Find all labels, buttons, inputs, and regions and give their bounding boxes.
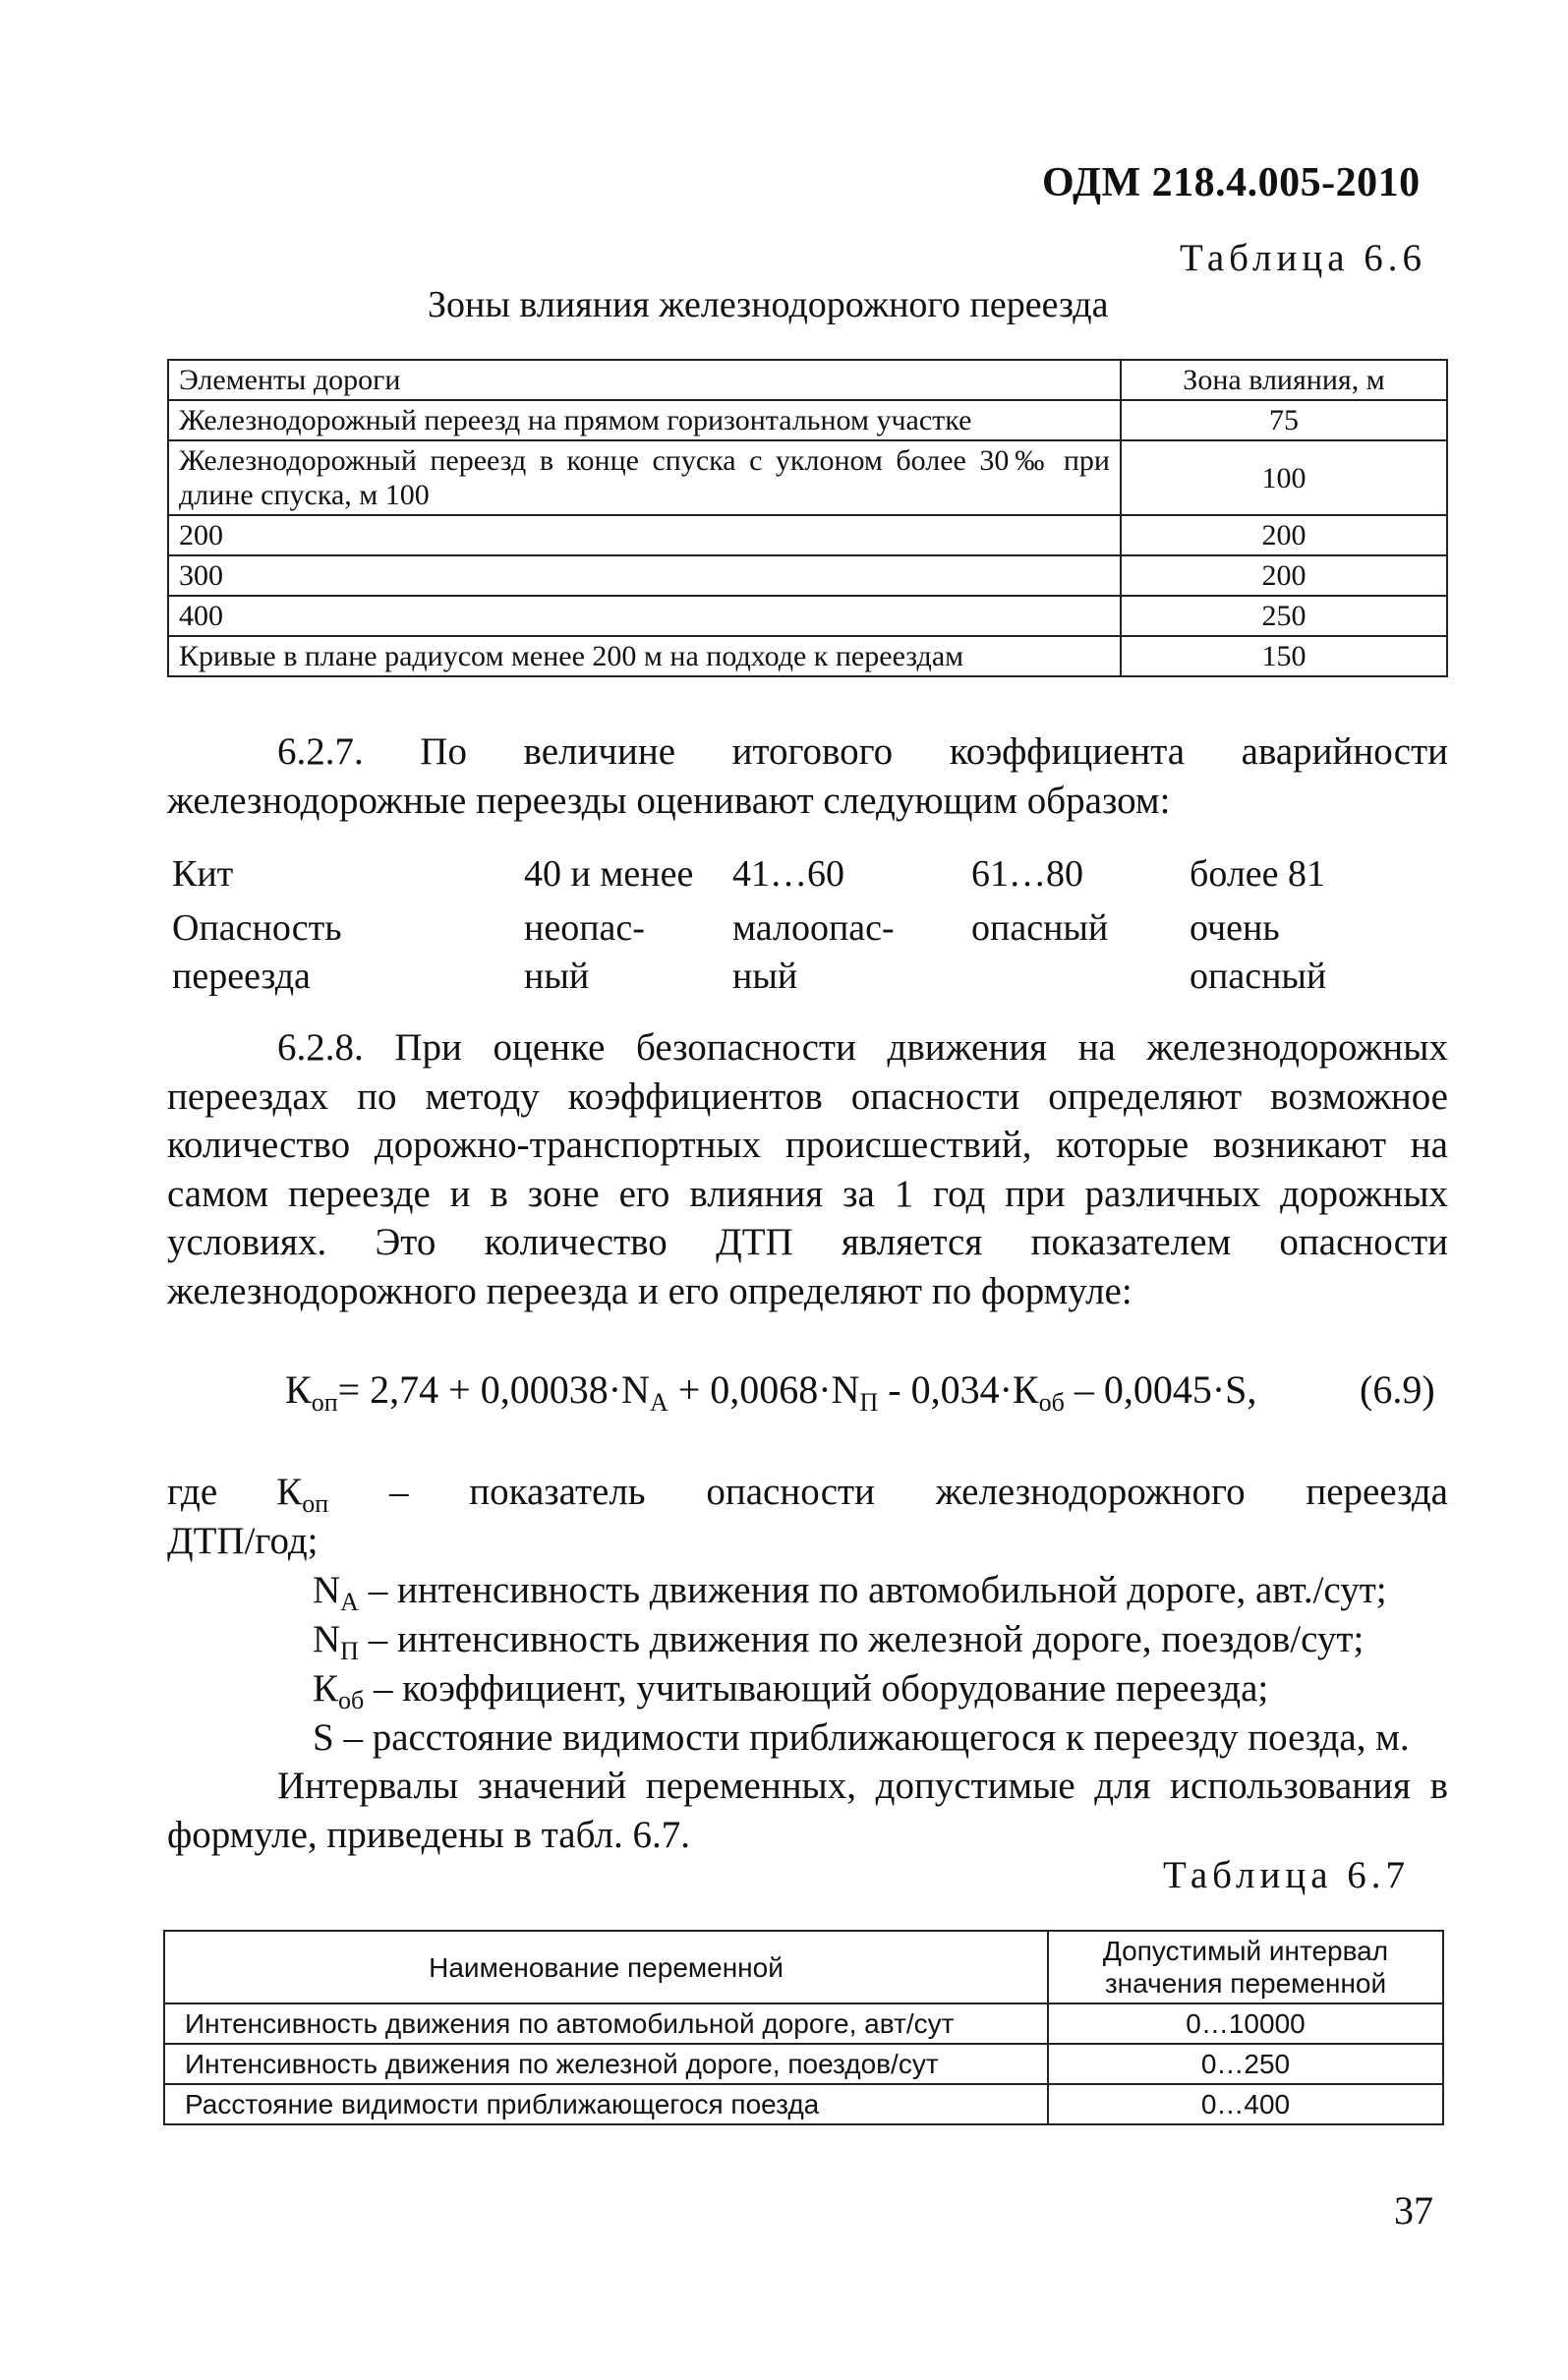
danger-label-line1: Опасность [172, 907, 342, 949]
definition-k-op-cont: ДТП/год; [167, 1520, 319, 1562]
level-2-line1: малоопас- [732, 907, 895, 949]
table-row [168, 515, 1447, 555]
formula-term-2-sub: П [859, 1388, 879, 1417]
table-cell: 150 [1121, 636, 1447, 676]
header-cell-variable: Наименование переменной [164, 1931, 1048, 2003]
definition-k-op [167, 1468, 1448, 1529]
k-op-text: – показатель опасности железнодорожного переезда [328, 1471, 1448, 1513]
header-cell-interval: Допустимый интервал значения переменной [1048, 1931, 1443, 2003]
level-2-line2: ный [732, 956, 798, 997]
formula-term-2: + 0,0068·N [668, 1367, 860, 1412]
table-cell: 400 [168, 596, 1121, 636]
table-cell: 100 [1121, 440, 1447, 515]
table-row [168, 555, 1447, 596]
table-cell: 0…400 [1048, 2084, 1443, 2124]
formula-lhs: К [285, 1367, 312, 1412]
level-1-line2: ный [524, 956, 590, 997]
influence-zones-table [167, 359, 1448, 677]
table-cell: Расстояние видимости приближающегося поезда [164, 2084, 1048, 2124]
formula-term-1-sub: А [649, 1388, 668, 1417]
formula-term-3: - 0,034·К [878, 1367, 1039, 1412]
table-row [164, 2044, 1443, 2084]
level-4-line2: опасный [1190, 956, 1327, 997]
definition-s: S – расстояние видимости приближающегося к переезду поезда, м. [313, 1716, 1410, 1759]
range-3: 61…80 [971, 853, 1083, 895]
range-1: 40 и менее [524, 853, 694, 895]
variable-intervals-table [163, 1930, 1444, 2125]
section-6-2-7-text: 6.2.7. По величине итогового коэффициента аварийности железнодорожные переезды оценивают следующим образом: [167, 730, 1448, 822]
where-word: где [167, 1471, 218, 1513]
header-cell-elements: Элементы дороги [168, 360, 1121, 400]
table-cell: 75 [1121, 400, 1447, 440]
k-op-symbol: К [276, 1471, 303, 1513]
range-2: 41…60 [732, 853, 844, 895]
range-4: более 81 [1190, 853, 1326, 895]
np-text: – интенсивность движения по железной дороге, поездов/сут; [358, 1618, 1365, 1660]
table-cell: Интенсивность движения по железной дороге, поездов/сут [164, 2044, 1048, 2084]
k-it-label: Кит [172, 853, 234, 895]
table-header-row [168, 360, 1447, 400]
np-sub: П [340, 1637, 359, 1665]
table-cell: Интенсивность движения по автомобильной дороге, авт/сут [164, 2003, 1048, 2044]
section-6-2-8-text: 6.2.8. При оценке безопасности движения на железнодорожных переездах по методу коэффициентов опасности определяют возможное количество дорожно-транспортных происшествий, которые возникают на самом переезде и в зоне его влияния за 1 год при различных дорожных условиях. Это количество ДТП является показателем опасности железнодорожного переезда и его определяют по формуле: [167, 1026, 1448, 1312]
page-number: 37 [1394, 2188, 1433, 2233]
formula-term-4: – 0,0045·S, [1064, 1367, 1257, 1412]
table-cell: 200 [1121, 555, 1447, 596]
formula-term-3-sub: об [1038, 1388, 1065, 1417]
header-cell-zone: Зона влияния, м [1121, 360, 1447, 400]
formula-lhs-sub: оп [311, 1388, 338, 1417]
table-cell: 0…250 [1048, 2044, 1443, 2084]
k-op-sub: оп [302, 1489, 329, 1518]
table-row [164, 2084, 1443, 2124]
table-cell: Железнодорожный переезд на прямом горизонтальном участке [168, 400, 1121, 440]
na-text: – интенсивность движения по автомобильной дороге, авт./сут; [358, 1569, 1387, 1611]
intervals-paragraph: Интервалы значений переменных, допустимые для использования в формуле, приведены в табл. 6.7. [167, 1765, 1448, 1856]
table-cell: 0…10000 [1048, 2003, 1443, 2044]
table-cell: Кривые в плане радиусом менее 200 м на подходе к переездам [168, 636, 1121, 676]
table-cell: 200 [1121, 515, 1447, 555]
np-symbol: N [313, 1618, 341, 1660]
table-row [168, 400, 1447, 440]
table-cell: Железнодорожный переезд в конце спуска с уклоном более 30‰ при длине спуска, м 100 [168, 440, 1121, 515]
table2-label: Таблица 6.7 [1163, 1854, 1411, 1896]
level-1-line1: неопас- [524, 907, 645, 949]
k-ob-symbol: К [313, 1667, 339, 1710]
table-row [168, 440, 1447, 515]
table-cell: 200 [168, 515, 1121, 555]
formula-term-1: = 2,74 + 0,00038·N [337, 1367, 650, 1412]
table1-label: Таблица 6.6 [1180, 237, 1427, 279]
document-code: ОДМ 218.4.005-2010 [1042, 160, 1421, 205]
table-row [168, 636, 1447, 676]
danger-label-line2: переезда [172, 956, 311, 997]
table-cell: 250 [1121, 596, 1447, 636]
level-4-line1: очень [1190, 907, 1280, 949]
table1-title: Зоны влияния железнодорожного переезда [428, 284, 1109, 325]
table-header-row [164, 1931, 1443, 2003]
k-ob-text: – коэффициент, учитывающий оборудование переезда; [364, 1667, 1269, 1710]
formula-6-9 [285, 1366, 1256, 1418]
na-sub: А [340, 1588, 359, 1616]
section-6-2-7-paragraph [167, 727, 1448, 825]
table-row [164, 2003, 1443, 2044]
table-cell: 300 [168, 555, 1121, 596]
k-ob-sub: об [338, 1686, 365, 1714]
table-row [168, 596, 1447, 636]
level-3-line1: опасный [971, 907, 1109, 949]
na-symbol: N [313, 1569, 341, 1611]
equation-number: (6.9) [1360, 1367, 1435, 1412]
